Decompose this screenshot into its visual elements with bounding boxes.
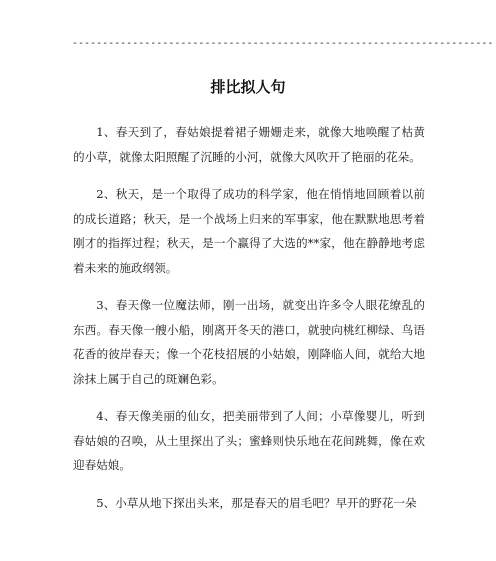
header-dashed-rule: ----------------------------------------------------------------------: [72, 38, 494, 49]
document-title: 排比拟人句: [210, 78, 286, 96]
document-body: [73, 120, 425, 528]
paragraph-3: 3、春天像一位魔法师，刚一出场，就变出许多令人眼花缭乱的东西。春天像一艘小船，刚离开冬天的港口，就驶向桃红柳绿、鸟语花香的彼岸春天；像一个花枝招展的小姑娘，刚降临人间，就给大地涂抹上属于自己的斑斓色彩。: [73, 298, 425, 386]
paragraph-1: 1、春天到了，春姑娘提着裙子姗姗走来，就像大地唤醒了枯黄的小草，就像太阳照醒了沉睡的小河，就像大风吹开了艳丽的花朵。: [73, 125, 425, 164]
paragraph-4: 4、春天像美丽的仙女，把美丽带到了人间；小草像婴儿，听到春姑娘的召唤，从土里探出了头；蜜蜂则快乐地在花间跳舞，像在欢迎春姑娘。: [73, 409, 425, 472]
paragraph-2: 2、秋天，是一个取得了成功的科学家，他在悄悄地回顾着以前的成长道路；秋天，是一个战场上归来的军事家，他在默默地思考着刚才的指挥过程；秋天，是一个赢得了大选的**家，他在静静地考虑着未来的施政纲领。: [73, 187, 425, 275]
paragraph-5: 5、小草从地下探出头来，那是春天的眉毛吧？早开的野花一朵: [96, 495, 417, 510]
